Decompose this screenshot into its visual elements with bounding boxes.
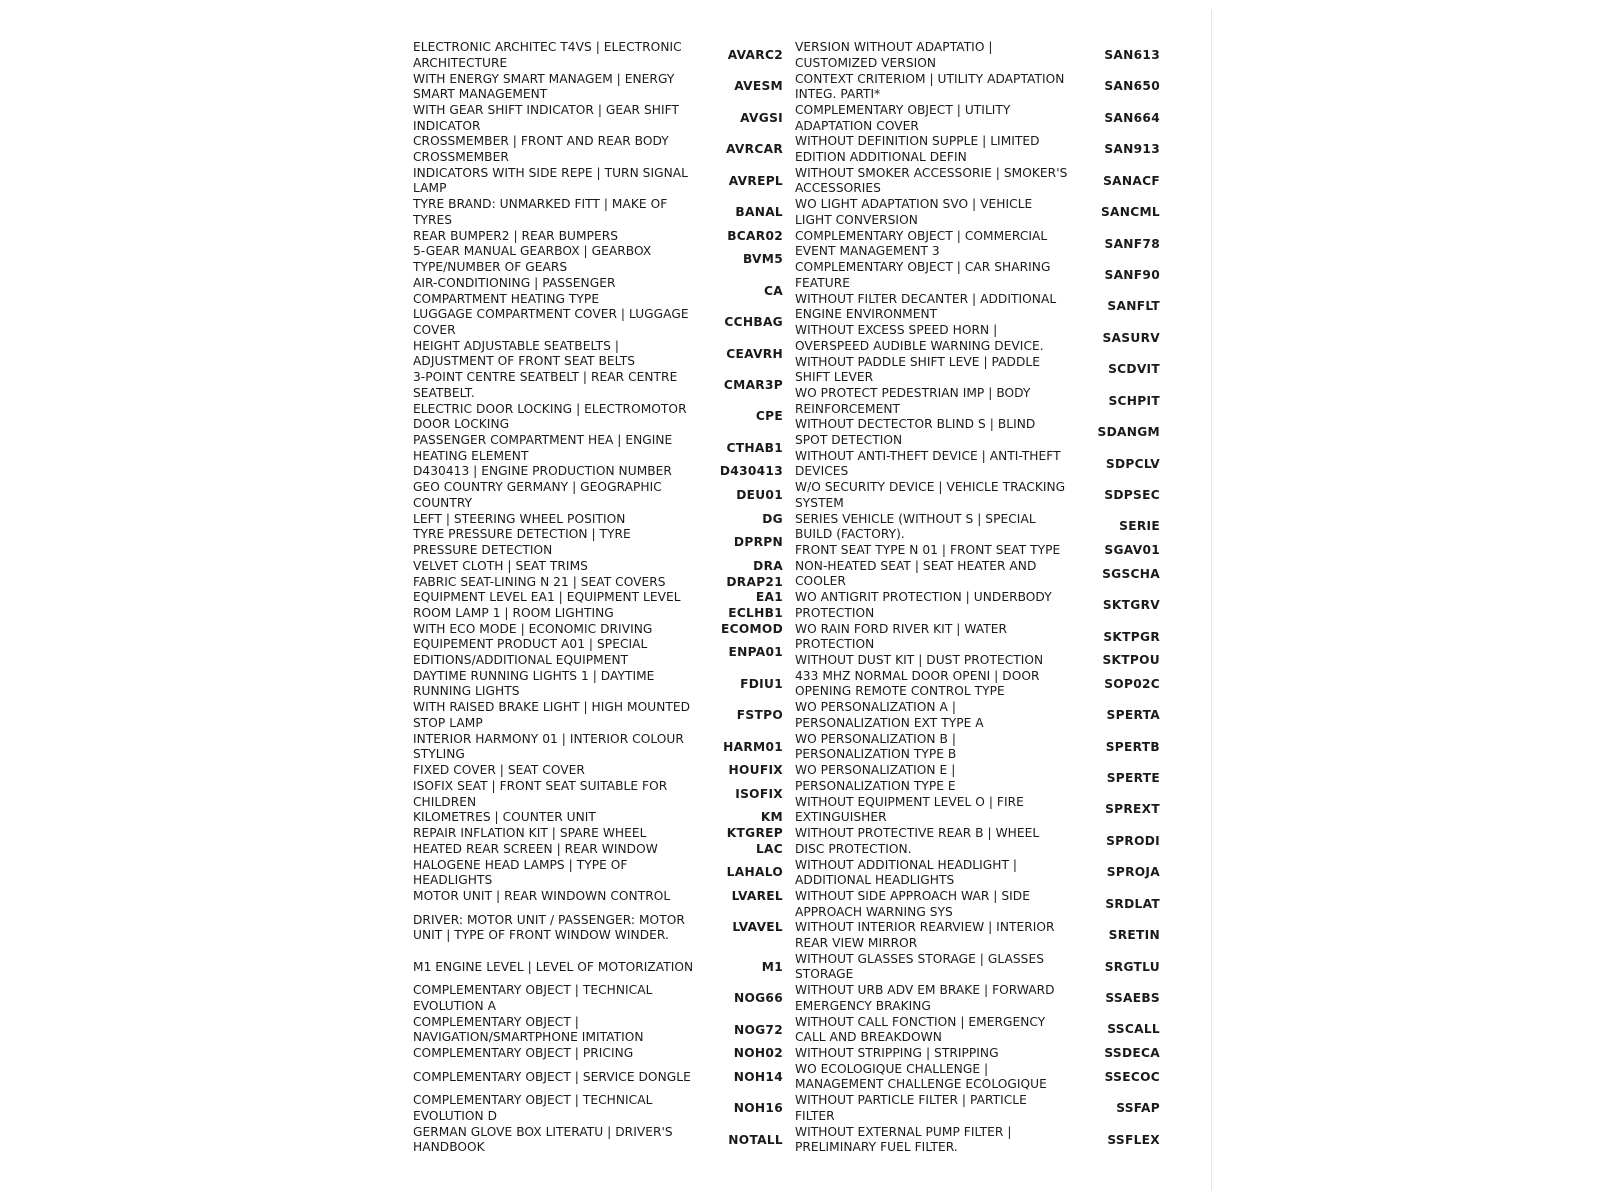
option-code: M1 [761,959,783,974]
option-description: WITHOUT FILTER DECANTER | ADDITIONAL ENGINE ENVIRONMENT [795,291,1057,322]
option-code: CMAR3P [723,378,783,393]
option-entry [795,1093,1190,1124]
option-entry [413,826,803,842]
option-code: SGAV01 [1104,543,1160,558]
option-entry [795,857,1190,888]
option-code: SSDECA [1104,1046,1160,1061]
option-entry [413,1125,803,1156]
option-code: SPROJA [1106,865,1160,880]
option-entry [795,512,1190,543]
option-entry [795,700,1190,731]
option-description: WITHOUT URB ADV EM BRAKE | FORWARD EMERGENCY BRAKING [795,983,1055,1013]
option-entry [795,1062,1190,1093]
option-description: WITHOUT DECTECTOR BLIND S | BLIND SPOT DETECTION [795,417,1036,447]
option-code: SSCALL [1107,1022,1160,1037]
option-code: SERIE [1119,519,1160,534]
option-description: WITHOUT EXCESS SPEED HORN | OVERSPEED AUDIBLE WARNING DEVICE. [795,323,1044,353]
option-code: DEU01 [736,488,783,503]
option-entry [795,763,1190,794]
option-description: W/O SECURITY DEVICE | VEHICLE TRACKING SYSTEM [795,480,1066,510]
option-entry [795,292,1190,323]
option-code: LVAVEL [732,920,783,935]
option-code: SSFLEX [1107,1132,1160,1147]
option-description: TYRE BRAND: UNMARKED FITT | MAKE OF TYRES [413,197,668,227]
option-description: WITHOUT GLASSES STORAGE | GLASSES STORAGE [795,951,1044,982]
option-entry [413,857,803,888]
option-code: SOP02C [1104,676,1160,691]
option-description: M1 ENGINE LEVEL | LEVEL OF MOTORIZATION [413,959,694,974]
option-description: VERSION WITHOUT ADAPTATIO | CUSTOMIZED VERSION [795,40,993,70]
option-code: LAHALO [726,865,783,880]
option-entry [413,952,803,983]
option-code: SANF90 [1104,267,1160,282]
option-description: GEO COUNTRY GERMANY | GEOGRAPHIC COUNTRY [413,480,662,510]
option-description: WITHOUT PROTECTIVE REAR B | WHEEL DISC PROTECTION. [795,826,1040,856]
option-description: WITH RAISED BRAKE LIGHT | HIGH MOUNTED STOP LAMP [413,700,691,730]
option-code: KTGREP [726,826,783,840]
option-description: VELVET CLOTH | SEAT TRIMS [413,558,588,573]
option-entry [795,622,1190,653]
option-description: NON-HEATED SEAT | SEAT HEATER AND COOLER [795,558,1037,589]
option-entry [413,842,803,858]
option-description: AIR-CONDITIONING | PASSENGER COMPARTMENT HEATING TYPE [413,275,616,306]
option-entry [795,449,1190,480]
option-code: SDANGM [1097,425,1160,440]
option-description: WITHOUT SMOKER ACCESSORIE | SMOKER'S ACCESSORIES [795,165,1068,196]
option-code: AVRCAR [726,142,783,157]
option-code: SPERTB [1105,739,1160,754]
option-entry [795,103,1190,134]
option-description: INTERIOR HARMONY 01 | INTERIOR COLOUR STYLING [413,731,684,762]
option-code: SANCML [1100,205,1160,220]
option-description: FRONT SEAT TYPE N 01 | FRONT SEAT TYPE [795,543,1061,558]
option-entry [413,559,803,575]
option-entry [413,71,803,102]
option-code: SAN613 [1104,47,1160,62]
option-code: KM [760,810,783,825]
option-description: WITHOUT ANTI-THEFT DEVICE | ANTI-THEFT DEVICES [795,448,1061,479]
option-description: MOTOR UNIT | REAR WINDOWN CONTROL [413,888,671,903]
option-code: SPRODI [1106,833,1160,848]
option-entry [795,386,1190,417]
option-description: HALOGENE HEAD LAMPS | TYPE OF HEADLIGHTS [413,857,628,888]
option-code: ECOMOD [720,621,783,636]
option-code: LAC [755,841,783,856]
option-entry [413,574,803,590]
option-code: SPREXT [1105,802,1160,817]
option-entry [413,606,803,622]
option-description: WITH GEAR SHIFT INDICATOR | GEAR SHIFT INDICATOR [413,103,679,133]
option-code: SKTGRV [1102,598,1160,613]
option-code: SCDVIT [1108,362,1160,377]
option-description: ROOM LAMP 1 | ROOM LIGHTING [413,605,614,620]
option-entry [795,983,1190,1014]
option-entry [795,559,1190,590]
option-entry [413,166,803,197]
option-code: CA [764,283,783,298]
option-code: SAN913 [1104,142,1160,157]
option-entry [413,590,803,606]
option-code: D430413 [719,464,783,479]
option-description: 5-GEAR MANUAL GEARBOX | GEARBOX TYPE/NUMBER OF GEARS [413,244,652,275]
option-code: CPE [755,409,783,424]
option-description: 433 MHZ NORMAL DOOR OPENI | DOOR OPENING REMOTE CONTROL TYPE [795,668,1040,699]
option-code: SKTPOU [1102,653,1160,668]
option-code: FDIU1 [740,676,783,691]
option-entry [413,1093,803,1124]
option-entry [795,1125,1190,1156]
option-entry [413,905,803,952]
option-description: COMPLEMENTARY OBJECT | UTILITY ADAPTATION COVER [795,103,1011,133]
option-code: SDPSEC [1104,488,1160,503]
option-entry [413,307,803,338]
option-entry [795,1046,1190,1062]
option-description: CROSSMEMBER | FRONT AND REAR BODY CROSSMEMBER [413,134,669,165]
option-description: KILOMETRES | COUNTER UNIT [413,810,596,825]
option-description: WITHOUT SIDE APPROACH WAR | SIDE APPROACH WARNING SYS [795,888,1030,919]
option-entry [413,464,803,480]
option-description: COMPLEMENTARY OBJECT | COMMERCIAL EVENT MANAGEMENT 3 [795,228,1048,259]
option-entry [413,276,803,307]
option-code: SSFAP [1116,1101,1160,1116]
option-entry [795,1015,1190,1046]
option-description: DAYTIME RUNNING LIGHTS 1 | DAYTIME RUNNING LIGHTS [413,668,655,699]
option-description: WITHOUT CALL FONCTION | EMERGENCY CALL AND BREAKDOWN [795,1014,1046,1045]
option-entry [413,622,803,638]
option-code: LVAREL [731,888,783,903]
option-description: WITHOUT PARTICLE FILTER | PARTICLE FILTER [795,1093,1027,1123]
option-code: DPRPN [733,535,783,550]
option-description: WITHOUT EQUIPMENT LEVEL O | FIRE EXTINGUISHER [795,794,1024,825]
option-description: WO PERSONALIZATION B | PERSONALIZATION TYPE B [795,731,957,762]
option-code: SRDLAT [1105,896,1160,911]
option-code: SRETIN [1108,928,1160,943]
option-entry [413,1062,803,1093]
option-code: AVGSI [740,110,783,125]
option-description: EQUIPMENT LEVEL EA1 | EQUIPMENT LEVEL [413,590,681,605]
option-entry [795,826,1190,857]
option-code: FSTPO [736,708,783,723]
option-entry [413,1015,803,1046]
option-entry [795,732,1190,763]
option-description: WITHOUT PADDLE SHIFT LEVE | PADDLE SHIFT LEVER [795,354,1040,385]
option-entry [413,637,803,668]
option-entry [795,71,1190,102]
option-description: ISOFIX SEAT | FRONT SEAT SUITABLE FOR CHILDREN [413,778,668,809]
option-code: AVARC2 [727,47,783,62]
option-entry [795,354,1190,385]
option-entry [795,229,1190,260]
option-code: SDPCLV [1105,456,1160,471]
option-description: WO PERSONALIZATION A | PERSONALIZATION EXT TYPE A [795,700,984,730]
option-code: DRA [753,558,783,573]
option-description: WITH ECO MODE | ECONOMIC DRIVING [413,621,653,636]
option-code: NOH14 [733,1069,783,1084]
option-description: WITHOUT EXTERNAL PUMP FILTER | PRELIMINARY FUEL FILTER. [795,1124,1012,1155]
option-entry [413,480,803,511]
option-description: WITH ENERGY SMART MANAGEM | ENERGY SMART MANAGEMENT [413,71,675,102]
option-code: SSECOC [1104,1069,1160,1084]
option-code: AVESM [734,79,783,94]
option-code: SPERTA [1106,708,1160,723]
option-entry [413,1046,803,1062]
option-description: WITHOUT ADDITIONAL HEADLIGHT | ADDITIONAL HEADLIGHTS [795,857,1018,888]
option-entry [795,480,1190,511]
option-code: BVM5 [742,252,783,267]
option-description: COMPLEMENTARY OBJECT | CAR SHARING FEATURE [795,260,1051,290]
option-description: ELECTRIC DOOR LOCKING | ELECTROMOTOR DOOR LOCKING [413,401,687,432]
option-entry [795,590,1190,621]
option-entry [413,527,803,558]
option-description: INDICATORS WITH SIDE REPE | TURN SIGNAL LAMP [413,165,688,196]
option-description: COMPLEMENTARY OBJECT | SERVICE DONGLE [413,1069,691,1084]
option-description: REPAIR INFLATION KIT | SPARE WHEEL [413,826,647,840]
option-entry [413,889,803,905]
option-description: 3-POINT CENTRE SEATBELT | REAR CENTRE SEATBELT. [413,370,678,400]
option-entry [795,669,1190,700]
left-option-column [413,40,803,1156]
option-description: CONTEXT CRITERIOM | UTILITY ADAPTATION INTEG. PARTI* [795,71,1065,102]
option-code: NOG66 [733,991,783,1006]
option-entry [795,795,1190,826]
option-entry [795,952,1190,983]
option-description: FABRIC SEAT-LINING N 21 | SEAT COVERS [413,574,666,589]
option-description: WITHOUT DEFINITION SUPPLE | LIMITED EDITION ADDITIONAL DEFIN [795,134,1040,165]
option-description: COMPLEMENTARY OBJECT | TECHNICAL EVOLUTION D [413,1093,653,1123]
option-description: WO LIGHT ADAPTATION SVO | VEHICLE LIGHT CONVERSION [795,197,1033,227]
option-entry [795,653,1190,669]
option-code: AVREPL [728,173,783,188]
option-code: DRAP21 [726,574,783,589]
option-entry [795,40,1190,71]
option-code: SANACF [1103,173,1160,188]
option-entry [413,732,803,763]
option-description: SERIES VEHICLE (WITHOUT S | SPECIAL BUILD (FACTORY). [795,511,1036,542]
option-description: DRIVER: MOTOR UNIT / PASSENGER: MOTOR UNIT | TYPE OF FRONT WINDOW WINDER. [413,912,685,943]
option-entry [413,40,803,71]
option-code: DG [762,511,783,526]
option-description: WO PROTECT PEDESTRIAN IMP | BODY REINFORCEMENT [795,385,1031,416]
option-entry [413,229,803,245]
option-description: HEATED REAR SCREEN | REAR WINDOW [413,841,658,856]
option-code: NOH16 [733,1101,783,1116]
option-code: HARM01 [723,739,783,754]
option-entry [795,889,1190,920]
option-code: BCAR02 [727,228,783,243]
option-entry [795,260,1190,291]
option-description: PASSENGER COMPARTMENT HEA | ENGINE HEATING ELEMENT [413,433,673,463]
option-code: BANAL [735,205,783,220]
option-code: SCHPIT [1108,393,1160,408]
option-code: SASURV [1102,330,1160,345]
option-entry [413,779,803,810]
option-description: EQUIPEMENT PRODUCT A01 | SPECIAL EDITIONS/ADDITIONAL EQUIPMENT [413,637,648,668]
option-code: SANF78 [1104,236,1160,251]
option-description: WO ECOLOGIQUE CHALLENGE | MANAGEMENT CHALLENGE ECOLOGIQUE [795,1061,1047,1092]
option-entry [413,197,803,228]
option-description: GERMAN GLOVE BOX LITERATU | DRIVER'S HANDBOOK [413,1124,673,1155]
option-code: SPERTE [1106,770,1160,785]
option-description: WITHOUT DUST KIT | DUST PROTECTION [795,653,1044,668]
option-code: ECLHB1 [728,605,783,620]
option-code: SSAEBS [1105,991,1160,1006]
option-description: COMPLEMENTARY OBJECT | TECHNICAL EVOLUTION A [413,983,653,1013]
option-description: LEFT | STEERING WHEEL POSITION [413,511,626,526]
option-description: FIXED COVER | SEAT COVER [413,763,585,778]
right-option-column [795,40,1190,1156]
option-code: CCHBAG [724,315,783,330]
option-code: ENPA01 [728,645,783,660]
option-entry [795,543,1190,559]
option-entry [413,669,803,700]
option-code: EA1 [755,590,783,605]
option-code: NOG72 [733,1022,783,1037]
option-description: HEIGHT ADJUSTABLE SEATBELTS | ADJUSTMENT OF FRONT SEAT BELTS [413,338,636,369]
option-description: REAR BUMPER2 | REAR BUMPERS [413,228,619,243]
option-entry [795,134,1190,165]
option-description: WO PERSONALIZATION E | PERSONALIZATION TYPE E [795,763,956,793]
option-entry [413,244,803,275]
option-description: ELECTRONIC ARCHITEC T4VS | ELECTRONIC ARCHITECTURE [413,40,682,70]
option-code: SAN650 [1104,79,1160,94]
option-code: SKTPGR [1103,629,1160,644]
option-entry [413,700,803,731]
option-entry [413,402,803,433]
option-code: SANFLT [1107,299,1160,314]
option-description: TYRE PRESSURE DETECTION | TYRE PRESSURE DETECTION [413,527,631,557]
option-code: SGSCHA [1102,566,1160,581]
option-entry [413,339,803,370]
option-code: HOUFIX [728,763,783,778]
option-code: CTHAB1 [726,440,783,455]
option-entry [413,433,803,464]
option-entry [413,763,803,779]
option-description: COMPLEMENTARY OBJECT | PRICING [413,1046,634,1061]
option-description: COMPLEMENTARY OBJECT | NAVIGATION/SMARTPHONE IMITATION [413,1014,644,1045]
option-entry [795,323,1190,354]
option-description: WITHOUT INTERIOR REARVIEW | INTERIOR REAR VIEW MIRROR [795,920,1055,950]
option-entry [413,370,803,401]
option-description: LUGGAGE COMPARTMENT COVER | LUGGAGE COVER [413,307,689,337]
option-entry [413,512,803,528]
option-entry [413,134,803,165]
option-code: NOTALL [728,1132,783,1147]
option-entry [795,417,1190,448]
option-description: WITHOUT STRIPPING | STRIPPING [795,1046,999,1061]
option-description: D430413 | ENGINE PRODUCTION NUMBER [413,464,672,479]
option-entry [795,197,1190,228]
option-code: SRGTLU [1104,959,1160,974]
option-description: WO RAIN FORD RIVER KIT | WATER PROTECTION [795,621,1007,652]
option-entry [413,103,803,134]
option-code: SAN664 [1104,110,1160,125]
option-entry [795,166,1190,197]
option-code: NOH02 [733,1046,783,1061]
option-entry [413,810,803,826]
page-edge-divider [1211,10,1212,1190]
option-entry [795,920,1190,951]
option-description: WO ANTIGRIT PROTECTION | UNDERBODY PROTECTION [795,590,1052,620]
option-code: ISOFIX [735,786,783,801]
option-entry [413,983,803,1014]
option-code: CEAVRH [726,346,783,361]
